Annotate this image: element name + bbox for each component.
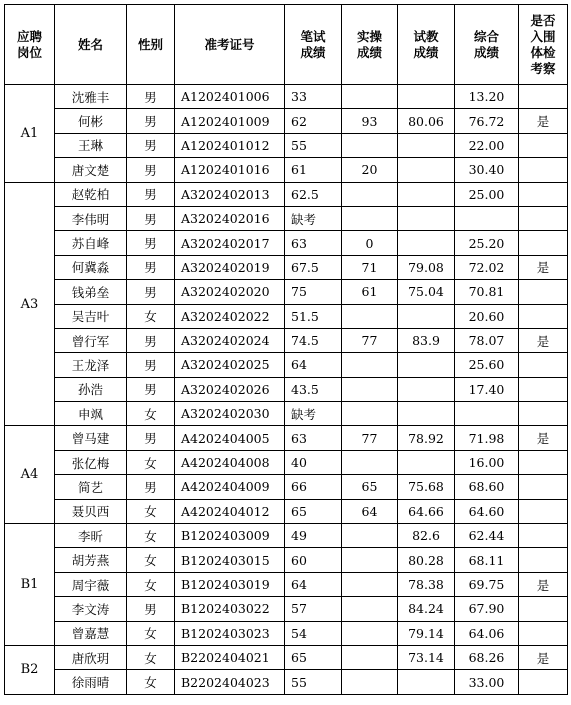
- cell-total: 71.98: [455, 426, 519, 450]
- cell-practical: 65: [342, 475, 398, 499]
- cell-total: 16.00: [455, 450, 519, 474]
- cell-practical: [342, 621, 398, 645]
- cell-written: 63: [285, 426, 342, 450]
- cell-total: [455, 206, 519, 230]
- cell-written: 60: [285, 548, 342, 572]
- header-physical: 是否 入围 体检 考察: [519, 5, 568, 85]
- cell-gender: 女: [127, 499, 175, 523]
- table-row: [5, 231, 568, 255]
- cell-practical: [342, 182, 398, 206]
- cell-trial: 78.92: [398, 426, 455, 450]
- cell-total: 76.72: [455, 109, 519, 133]
- cell-trial: 84.24: [398, 597, 455, 621]
- cell-exam-no: A3202402013: [175, 182, 285, 206]
- table-row: [5, 182, 568, 206]
- cell-written: 缺考: [285, 206, 342, 230]
- table-row: [5, 499, 568, 523]
- table-row: [5, 304, 568, 328]
- cell-total: 17.40: [455, 377, 519, 401]
- cell-practical: [342, 645, 398, 669]
- cell-total: 67.90: [455, 597, 519, 621]
- cell-physical: 是: [519, 426, 568, 450]
- cell-total: [455, 402, 519, 426]
- cell-practical: [342, 85, 398, 109]
- cell-gender: 女: [127, 645, 175, 669]
- cell-exam-no: A4202404009: [175, 475, 285, 499]
- cell-exam-no: B1202403023: [175, 621, 285, 645]
- cell-trial: [398, 182, 455, 206]
- cell-practical: 61: [342, 280, 398, 304]
- cell-gender: 男: [127, 255, 175, 279]
- cell-total: 70.81: [455, 280, 519, 304]
- cell-written: 65: [285, 645, 342, 669]
- cell-total: 78.07: [455, 328, 519, 352]
- header-trial: 试教 成绩: [398, 5, 455, 85]
- cell-written: 64: [285, 353, 342, 377]
- cell-physical: [519, 524, 568, 548]
- cell-name: 吴吉叶: [55, 304, 127, 328]
- cell-name: 曾马建: [55, 426, 127, 450]
- header-gender: 性别: [127, 5, 175, 85]
- header-row: [5, 5, 568, 85]
- cell-written: 55: [285, 133, 342, 157]
- header-exam-no: 准考证号: [175, 5, 285, 85]
- cell-exam-no: A3202402024: [175, 328, 285, 352]
- cell-practical: 77: [342, 328, 398, 352]
- cell-practical: 71: [342, 255, 398, 279]
- cell-trial: [398, 670, 455, 694]
- cell-gender: 女: [127, 450, 175, 474]
- cell-trial: 73.14: [398, 645, 455, 669]
- cell-name: 曾嘉慧: [55, 621, 127, 645]
- cell-gender: 女: [127, 402, 175, 426]
- cell-trial: [398, 353, 455, 377]
- cell-physical: [519, 597, 568, 621]
- cell-gender: 男: [127, 597, 175, 621]
- table-row: [5, 670, 568, 694]
- cell-total: 64.06: [455, 621, 519, 645]
- cell-total: 68.11: [455, 548, 519, 572]
- table-row: [5, 621, 568, 645]
- cell-gender: 女: [127, 524, 175, 548]
- cell-total: 68.26: [455, 645, 519, 669]
- cell-practical: [342, 524, 398, 548]
- cell-written: 63: [285, 231, 342, 255]
- table-row: [5, 572, 568, 596]
- cell-trial: 82.6: [398, 524, 455, 548]
- cell-name: 张亿梅: [55, 450, 127, 474]
- cell-name: 胡芳燕: [55, 548, 127, 572]
- table-row: [5, 109, 568, 133]
- cell-written: 66: [285, 475, 342, 499]
- header-name: 姓名: [55, 5, 127, 85]
- table-row: [5, 548, 568, 572]
- cell-position: A3: [5, 182, 55, 426]
- table-row: [5, 645, 568, 669]
- cell-physical: [519, 182, 568, 206]
- cell-physical: [519, 621, 568, 645]
- cell-physical: [519, 548, 568, 572]
- cell-trial: 75.68: [398, 475, 455, 499]
- cell-position: A1: [5, 85, 55, 183]
- cell-physical: [519, 353, 568, 377]
- cell-exam-no: B1202403015: [175, 548, 285, 572]
- table-row: [5, 353, 568, 377]
- cell-physical: 是: [519, 572, 568, 596]
- cell-gender: 男: [127, 133, 175, 157]
- cell-name: 何彬: [55, 109, 127, 133]
- cell-gender: 男: [127, 475, 175, 499]
- cell-written: 65: [285, 499, 342, 523]
- table-row: [5, 402, 568, 426]
- cell-gender: 男: [127, 280, 175, 304]
- cell-physical: [519, 158, 568, 182]
- cell-trial: [398, 133, 455, 157]
- cell-position: A4: [5, 426, 55, 524]
- cell-physical: [519, 133, 568, 157]
- cell-written: 75: [285, 280, 342, 304]
- cell-gender: 男: [127, 377, 175, 401]
- table-row: [5, 85, 568, 109]
- cell-trial: 78.38: [398, 572, 455, 596]
- cell-exam-no: A3202402016: [175, 206, 285, 230]
- header-practical: 实操 成绩: [342, 5, 398, 85]
- cell-written: 55: [285, 670, 342, 694]
- score-table: [4, 4, 568, 695]
- cell-gender: 女: [127, 304, 175, 328]
- cell-practical: 93: [342, 109, 398, 133]
- cell-total: 64.60: [455, 499, 519, 523]
- cell-exam-no: A3202402025: [175, 353, 285, 377]
- cell-gender: 男: [127, 182, 175, 206]
- table-body: [5, 85, 568, 695]
- table-row: [5, 328, 568, 352]
- table-row: [5, 377, 568, 401]
- cell-exam-no: B1202403019: [175, 572, 285, 596]
- cell-practical: [342, 670, 398, 694]
- table-row: [5, 597, 568, 621]
- cell-name: 苏自峰: [55, 231, 127, 255]
- cell-practical: [342, 304, 398, 328]
- cell-trial: 64.66: [398, 499, 455, 523]
- cell-exam-no: B1202403009: [175, 524, 285, 548]
- cell-name: 王龙泽: [55, 353, 127, 377]
- cell-practical: [342, 450, 398, 474]
- cell-total: 69.75: [455, 572, 519, 596]
- cell-practical: [342, 353, 398, 377]
- cell-physical: [519, 206, 568, 230]
- cell-name: 李昕: [55, 524, 127, 548]
- header-written: 笔试 成绩: [285, 5, 342, 85]
- cell-trial: [398, 304, 455, 328]
- cell-name: 唐文楚: [55, 158, 127, 182]
- table-row: [5, 255, 568, 279]
- table-row: [5, 133, 568, 157]
- cell-name: 徐雨晴: [55, 670, 127, 694]
- cell-exam-no: B1202403022: [175, 597, 285, 621]
- cell-exam-no: A3202402017: [175, 231, 285, 255]
- cell-name: 王琳: [55, 133, 127, 157]
- cell-written: 61: [285, 158, 342, 182]
- cell-total: 22.00: [455, 133, 519, 157]
- cell-total: 13.20: [455, 85, 519, 109]
- cell-position: B2: [5, 645, 55, 694]
- cell-gender: 男: [127, 426, 175, 450]
- table-row: [5, 524, 568, 548]
- cell-written: 67.5: [285, 255, 342, 279]
- table-row: [5, 426, 568, 450]
- cell-position: B1: [5, 524, 55, 646]
- cell-written: 缺考: [285, 402, 342, 426]
- cell-physical: [519, 85, 568, 109]
- cell-written: 74.5: [285, 328, 342, 352]
- cell-gender: 女: [127, 621, 175, 645]
- cell-exam-no: B2202404021: [175, 645, 285, 669]
- cell-physical: [519, 670, 568, 694]
- cell-total: 20.60: [455, 304, 519, 328]
- cell-physical: [519, 280, 568, 304]
- cell-practical: [342, 206, 398, 230]
- cell-trial: 79.14: [398, 621, 455, 645]
- cell-exam-no: A4202404005: [175, 426, 285, 450]
- cell-name: 曾行军: [55, 328, 127, 352]
- cell-gender: 女: [127, 572, 175, 596]
- cell-physical: 是: [519, 109, 568, 133]
- cell-name: 李伟明: [55, 206, 127, 230]
- table-row: [5, 158, 568, 182]
- cell-written: 62.5: [285, 182, 342, 206]
- cell-trial: [398, 206, 455, 230]
- cell-total: 25.20: [455, 231, 519, 255]
- cell-exam-no: A3202402020: [175, 280, 285, 304]
- cell-written: 33: [285, 85, 342, 109]
- cell-physical: [519, 402, 568, 426]
- header-position: 应聘 岗位: [5, 5, 55, 85]
- cell-exam-no: A1202401016: [175, 158, 285, 182]
- cell-practical: [342, 548, 398, 572]
- cell-total: 30.40: [455, 158, 519, 182]
- cell-exam-no: A1202401012: [175, 133, 285, 157]
- cell-name: 申飒: [55, 402, 127, 426]
- cell-name: 沈雅丰: [55, 85, 127, 109]
- cell-exam-no: A4202404008: [175, 450, 285, 474]
- cell-name: 唐欣玥: [55, 645, 127, 669]
- cell-total: 25.60: [455, 353, 519, 377]
- cell-written: 62: [285, 109, 342, 133]
- cell-name: 周宇薇: [55, 572, 127, 596]
- cell-gender: 男: [127, 231, 175, 255]
- cell-gender: 男: [127, 206, 175, 230]
- cell-exam-no: A1202401009: [175, 109, 285, 133]
- cell-physical: [519, 231, 568, 255]
- cell-total: 68.60: [455, 475, 519, 499]
- table-row: [5, 475, 568, 499]
- cell-gender: 女: [127, 670, 175, 694]
- cell-physical: [519, 377, 568, 401]
- cell-name: 简艺: [55, 475, 127, 499]
- cell-written: 54: [285, 621, 342, 645]
- table-row: [5, 450, 568, 474]
- cell-practical: 64: [342, 499, 398, 523]
- cell-physical: [519, 450, 568, 474]
- cell-practical: 0: [342, 231, 398, 255]
- cell-practical: [342, 133, 398, 157]
- cell-written: 57: [285, 597, 342, 621]
- cell-trial: [398, 450, 455, 474]
- cell-name: 钱弟垒: [55, 280, 127, 304]
- cell-trial: 83.9: [398, 328, 455, 352]
- cell-total: 62.44: [455, 524, 519, 548]
- cell-trial: 80.28: [398, 548, 455, 572]
- cell-practical: 20: [342, 158, 398, 182]
- cell-trial: [398, 158, 455, 182]
- cell-trial: 80.06: [398, 109, 455, 133]
- cell-practical: [342, 402, 398, 426]
- cell-exam-no: A3202402026: [175, 377, 285, 401]
- table-row: [5, 206, 568, 230]
- cell-written: 64: [285, 572, 342, 596]
- cell-exam-no: A3202402022: [175, 304, 285, 328]
- cell-total: 33.00: [455, 670, 519, 694]
- cell-exam-no: A3202402030: [175, 402, 285, 426]
- cell-physical: [519, 304, 568, 328]
- cell-physical: 是: [519, 645, 568, 669]
- cell-gender: 男: [127, 328, 175, 352]
- cell-name: 赵乾柏: [55, 182, 127, 206]
- cell-exam-no: A1202401006: [175, 85, 285, 109]
- cell-physical: [519, 475, 568, 499]
- table-row: [5, 280, 568, 304]
- cell-trial: 75.04: [398, 280, 455, 304]
- cell-practical: [342, 572, 398, 596]
- cell-trial: [398, 402, 455, 426]
- cell-gender: 女: [127, 548, 175, 572]
- cell-gender: 男: [127, 85, 175, 109]
- cell-gender: 男: [127, 353, 175, 377]
- cell-gender: 男: [127, 109, 175, 133]
- cell-gender: 男: [127, 158, 175, 182]
- cell-written: 49: [285, 524, 342, 548]
- cell-trial: [398, 377, 455, 401]
- cell-trial: [398, 231, 455, 255]
- cell-written: 51.5: [285, 304, 342, 328]
- cell-physical: [519, 499, 568, 523]
- cell-physical: 是: [519, 328, 568, 352]
- header-total: 综合 成绩: [455, 5, 519, 85]
- cell-practical: [342, 377, 398, 401]
- cell-exam-no: B2202404023: [175, 670, 285, 694]
- cell-exam-no: A3202402019: [175, 255, 285, 279]
- cell-name: 李文涛: [55, 597, 127, 621]
- cell-practical: 77: [342, 426, 398, 450]
- cell-name: 聂贝西: [55, 499, 127, 523]
- cell-total: 25.00: [455, 182, 519, 206]
- cell-written: 40: [285, 450, 342, 474]
- cell-name: 何冀淼: [55, 255, 127, 279]
- cell-trial: [398, 85, 455, 109]
- cell-physical: 是: [519, 255, 568, 279]
- cell-written: 43.5: [285, 377, 342, 401]
- cell-name: 孙浩: [55, 377, 127, 401]
- cell-trial: 79.08: [398, 255, 455, 279]
- cell-total: 72.02: [455, 255, 519, 279]
- cell-exam-no: A4202404012: [175, 499, 285, 523]
- cell-practical: [342, 597, 398, 621]
